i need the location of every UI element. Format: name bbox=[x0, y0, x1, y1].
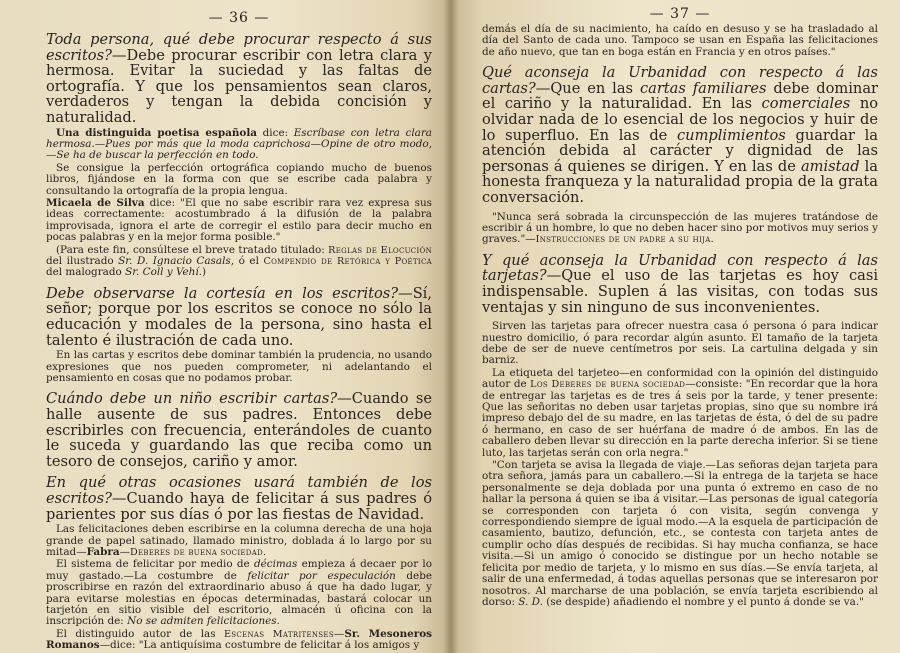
answer-text: debe dominar el cariño y la naturalidad. En las bbox=[482, 79, 878, 113]
emphasis-text: décimas bbox=[253, 558, 298, 571]
book-gutter bbox=[443, 0, 459, 653]
emphasis-text: felicitar por especulación bbox=[247, 569, 396, 582]
author-name: Sr. Coll y Vehí. bbox=[125, 266, 202, 279]
page-number: — 37 — bbox=[649, 6, 711, 22]
author-name: Micaela de Silva bbox=[46, 197, 145, 209]
emphasis-text: cartas familiares bbox=[639, 79, 767, 97]
note-paragraph bbox=[46, 629, 432, 652]
question-paragraph bbox=[46, 391, 432, 469]
note-text: empieza á decaer por lo muy gastado.—La costumbre de bbox=[46, 558, 433, 582]
emphasis-text: S. D. bbox=[518, 595, 543, 608]
note-text: "Nunca será sobrada la circunspección de las mujeres tratándose de escribir á un hombre, lo que no deben hacer sino por motivos muy serios y graves."— bbox=[482, 210, 878, 246]
note-paragraph: Sirven las tarjetas para ofrecer nuestra casa ó persona ó para indicar nuestro domicilio, ó para recordar algún asunto. El tamaño de la tarjeta debe de ser de nueve centímetros por seis. La cartulina delgada y sin barniz. bbox=[482, 320, 878, 367]
question-paragraph bbox=[46, 475, 432, 522]
page-number: — 36 — bbox=[208, 10, 270, 26]
book-title: Compendio de Retórica y Poética bbox=[263, 256, 432, 268]
answer-text: —Que en las bbox=[535, 79, 640, 97]
note-paragraph: demás el día de su nacimiento, ha caído en desuso y se ha trasladado al día del Santo de cada uno. Tampoco se usan en España las felicitaciones de año nuevo, que tan en boga están en Francia y en otros países." bbox=[482, 23, 878, 58]
note-paragraph bbox=[46, 559, 432, 627]
question-text: Cuándo debe un niño escribir cartas? bbox=[46, 390, 338, 408]
note-text: "Con tarjeta se avisa la llegada de viaje.—Las señoras dejan tarjeta para otra señora, jamás para un caballero.—Si la entrega de la tarjeta se hace personalmente se deja doblada por una punta ó extremo en caso de no hallar la persona á quien se iba á visitar.—Las personas de igual categoría se corresponden con tarjeta ó con visita, según convenga y correspondiendo siempre de igual modo.—A la esquela de participación de casamiento, bautizo, defunción, etc., se contesta con tarjeta antes de cumplir ocho días después de recibidas. Si hay mucha confianza, se hace visita.—Si un amigo ó conocido se distingue por un hecho notable se felicita por medio de tarjeta, y lo mismo en sus días.—Se envía tarjeta, al salir de una enfermedad, á todas aquellas personas que se interesaron por nosotros. Al marcharse de una población, se envía tarjeta escribiendo al dorso: bbox=[482, 459, 878, 608]
note-text: —dice: "La antiquísima costumbre de felicitar á los amigos y bbox=[99, 639, 420, 652]
note-text: del ilustrado bbox=[46, 255, 119, 268]
answer-text: —Cuando se halle ausente de sus padres. Entonces debe escribirles con frecuencia, enterándoles de cuanto le suceda y guardando las que reciba como un tesoro de consejos, cariño y amor. bbox=[46, 390, 433, 470]
note-text: (Para este fin, consúltese el breve tratado titulado: bbox=[56, 243, 329, 256]
note-text: dice: "El que no sabe escribir rara vez expresa sus ideas correctamente: acostumbrado á la difusión de la palabra improvisada, ignora el arte de corregir el estilo para decir mucho en pocas palabras y en la mejor forma posible." bbox=[46, 197, 432, 244]
note-text: ) bbox=[201, 266, 207, 279]
author-name: Sr. D. Ignacio Casals bbox=[118, 255, 231, 268]
answer-text: —Sí, señor; porque por los escritos se conoce no sólo la educación y modales de la persona, sino hasta el talento é ilustración de cada uno. bbox=[46, 284, 432, 349]
emphasis-text: amistad bbox=[800, 157, 860, 175]
question-paragraph bbox=[482, 65, 878, 205]
note-text: dice: bbox=[257, 126, 294, 139]
right-page bbox=[448, 0, 900, 653]
question-paragraph bbox=[46, 32, 432, 126]
note-text: Las felicitaciones deben escribirse en la columna derecha de una hoja grande de papel satinado, llamado ministro, doblada á lo largo por su mitad— bbox=[46, 523, 432, 558]
note-text: — bbox=[333, 627, 345, 640]
book-title: Reglas de Elocución bbox=[328, 244, 432, 256]
book-title: Escenas Matritenses bbox=[224, 628, 334, 640]
answer-text: —Cuando haya de felicitar á sus padres ó parientes por sus días ó por las fiestas de Navidad. bbox=[46, 490, 432, 523]
quote-text: Escríbase con letra clara hermosa.—Pues por más que la moda caprichosa—Opine de otro modo,—Se ha de buscar la perfección en todo. bbox=[46, 126, 432, 162]
book-title: Instrucciones de un padre a su hija. bbox=[535, 234, 714, 246]
question-text: Debe observarse la cortesía en los escritos? bbox=[46, 284, 399, 302]
note-paragraph bbox=[46, 198, 432, 244]
question-paragraph bbox=[46, 286, 432, 348]
note-text: (se despide) añadiendo el nombre y el punto á donde se va." bbox=[542, 595, 864, 608]
author-name: Fabra bbox=[86, 546, 120, 558]
note-text: debe proscribirse en razón del extraordinario abuso á que ha dado lugar, y para evitarse molestias en épocas determinadas, bastará colocar un tarjetón en sitio visible del escritorio, almacén ú oficina con la inscripción de: bbox=[46, 569, 433, 628]
question-paragraph bbox=[482, 253, 878, 315]
emphasis-text: comerciales bbox=[761, 95, 851, 113]
note-text: La etiqueta del tarjeteo—en conformidad con la opinión del distinguido autor de bbox=[482, 366, 878, 391]
answer-text: guardar la atención debida al carácter y dignidad de las personas á quienes se dirigen. Y en las de bbox=[482, 126, 878, 175]
note-text: El distinguido autor de las bbox=[56, 627, 224, 640]
note-text: El sistema de felicitar por medio de bbox=[56, 558, 254, 571]
question-text: Y qué aconseja la Urbanidad con respecto á las tarjetas? bbox=[482, 251, 878, 285]
answer-text: no olvidar nada de lo esencial de los negocios y huir de lo superfluo. En las de bbox=[482, 95, 878, 144]
note-paragraph: En las cartas y escritos debe dominar también la prudencia, no usando expresiones que nos pueden comprometer, ni adelantando el pensamiento en cosas que no podamos probar. bbox=[46, 349, 432, 385]
note-paragraph bbox=[46, 128, 432, 162]
note-text: — bbox=[119, 546, 130, 558]
emphasis-text: No se admiten felicitaciones. bbox=[127, 615, 280, 628]
emphasis-text: cumplimientos bbox=[677, 126, 786, 144]
author-name: Sr. Mesoneros Romanos bbox=[46, 627, 432, 652]
book-title: Los Deberes de buena sociedad bbox=[530, 379, 686, 391]
note-paragraph: Se consigue la perfección ortográfica copiando mucho de buenos libros, fijándose en la forma con que se escribe cada palabra y consultando la ortografía de la propia lengua. bbox=[46, 161, 432, 197]
question-text: Toda persona, qué debe procurar respecto á sus escritos? bbox=[46, 31, 432, 64]
book-title: Deberes de buena sociedad. bbox=[130, 547, 267, 558]
answer-text: la honesta franqueza y la naturalidad propia de la grata conversación. bbox=[482, 157, 878, 206]
note-paragraph bbox=[46, 524, 432, 558]
note-paragraph bbox=[482, 212, 878, 246]
answer-text: —Que el uso de las tarjetas es hoy casi indispensable. Suplen á las visitas, con todas sus ventajas y sin ninguno de sus inconvenientes. bbox=[482, 267, 878, 316]
author-name: Una distinguida poetisa española bbox=[56, 126, 258, 139]
left-page bbox=[0, 0, 448, 653]
answer-text: —Debe procurar escribir con letra clara y hermosa. Evitar la suciedad y las faltas de ortografía. Y que los pensamientos sean claros, verdaderos y tengan la debida concisión y naturalidad. bbox=[46, 46, 432, 126]
note-text: , ó el bbox=[230, 255, 264, 268]
note-text: —consiste: "En recordar que la hora de entregar las tarjetas es de tres á seis por la tarde, y tener presente: Que las señoritas no deben usar tarjetas propias, sino que su nombre irá impreso debajo del de su madre, en las tarjetas de ésta, ó del de su padre ó hermano, en caso de ser huérfana de madre ó de ambos. En las de caballero deben llevar su dirección en la parte derecha inferior. Si se tiene luto, las tarjetas serán con orla negra." bbox=[482, 378, 878, 459]
note-paragraph bbox=[46, 245, 432, 279]
note-paragraph bbox=[482, 460, 878, 608]
question-text: Qué aconseja la Urbanidad con respecto á las cartas? bbox=[482, 64, 878, 97]
note-paragraph bbox=[482, 368, 878, 459]
question-text: En qué otras ocasiones usará también de los escritos? bbox=[46, 474, 432, 507]
note-text: del malogrado bbox=[46, 266, 126, 279]
